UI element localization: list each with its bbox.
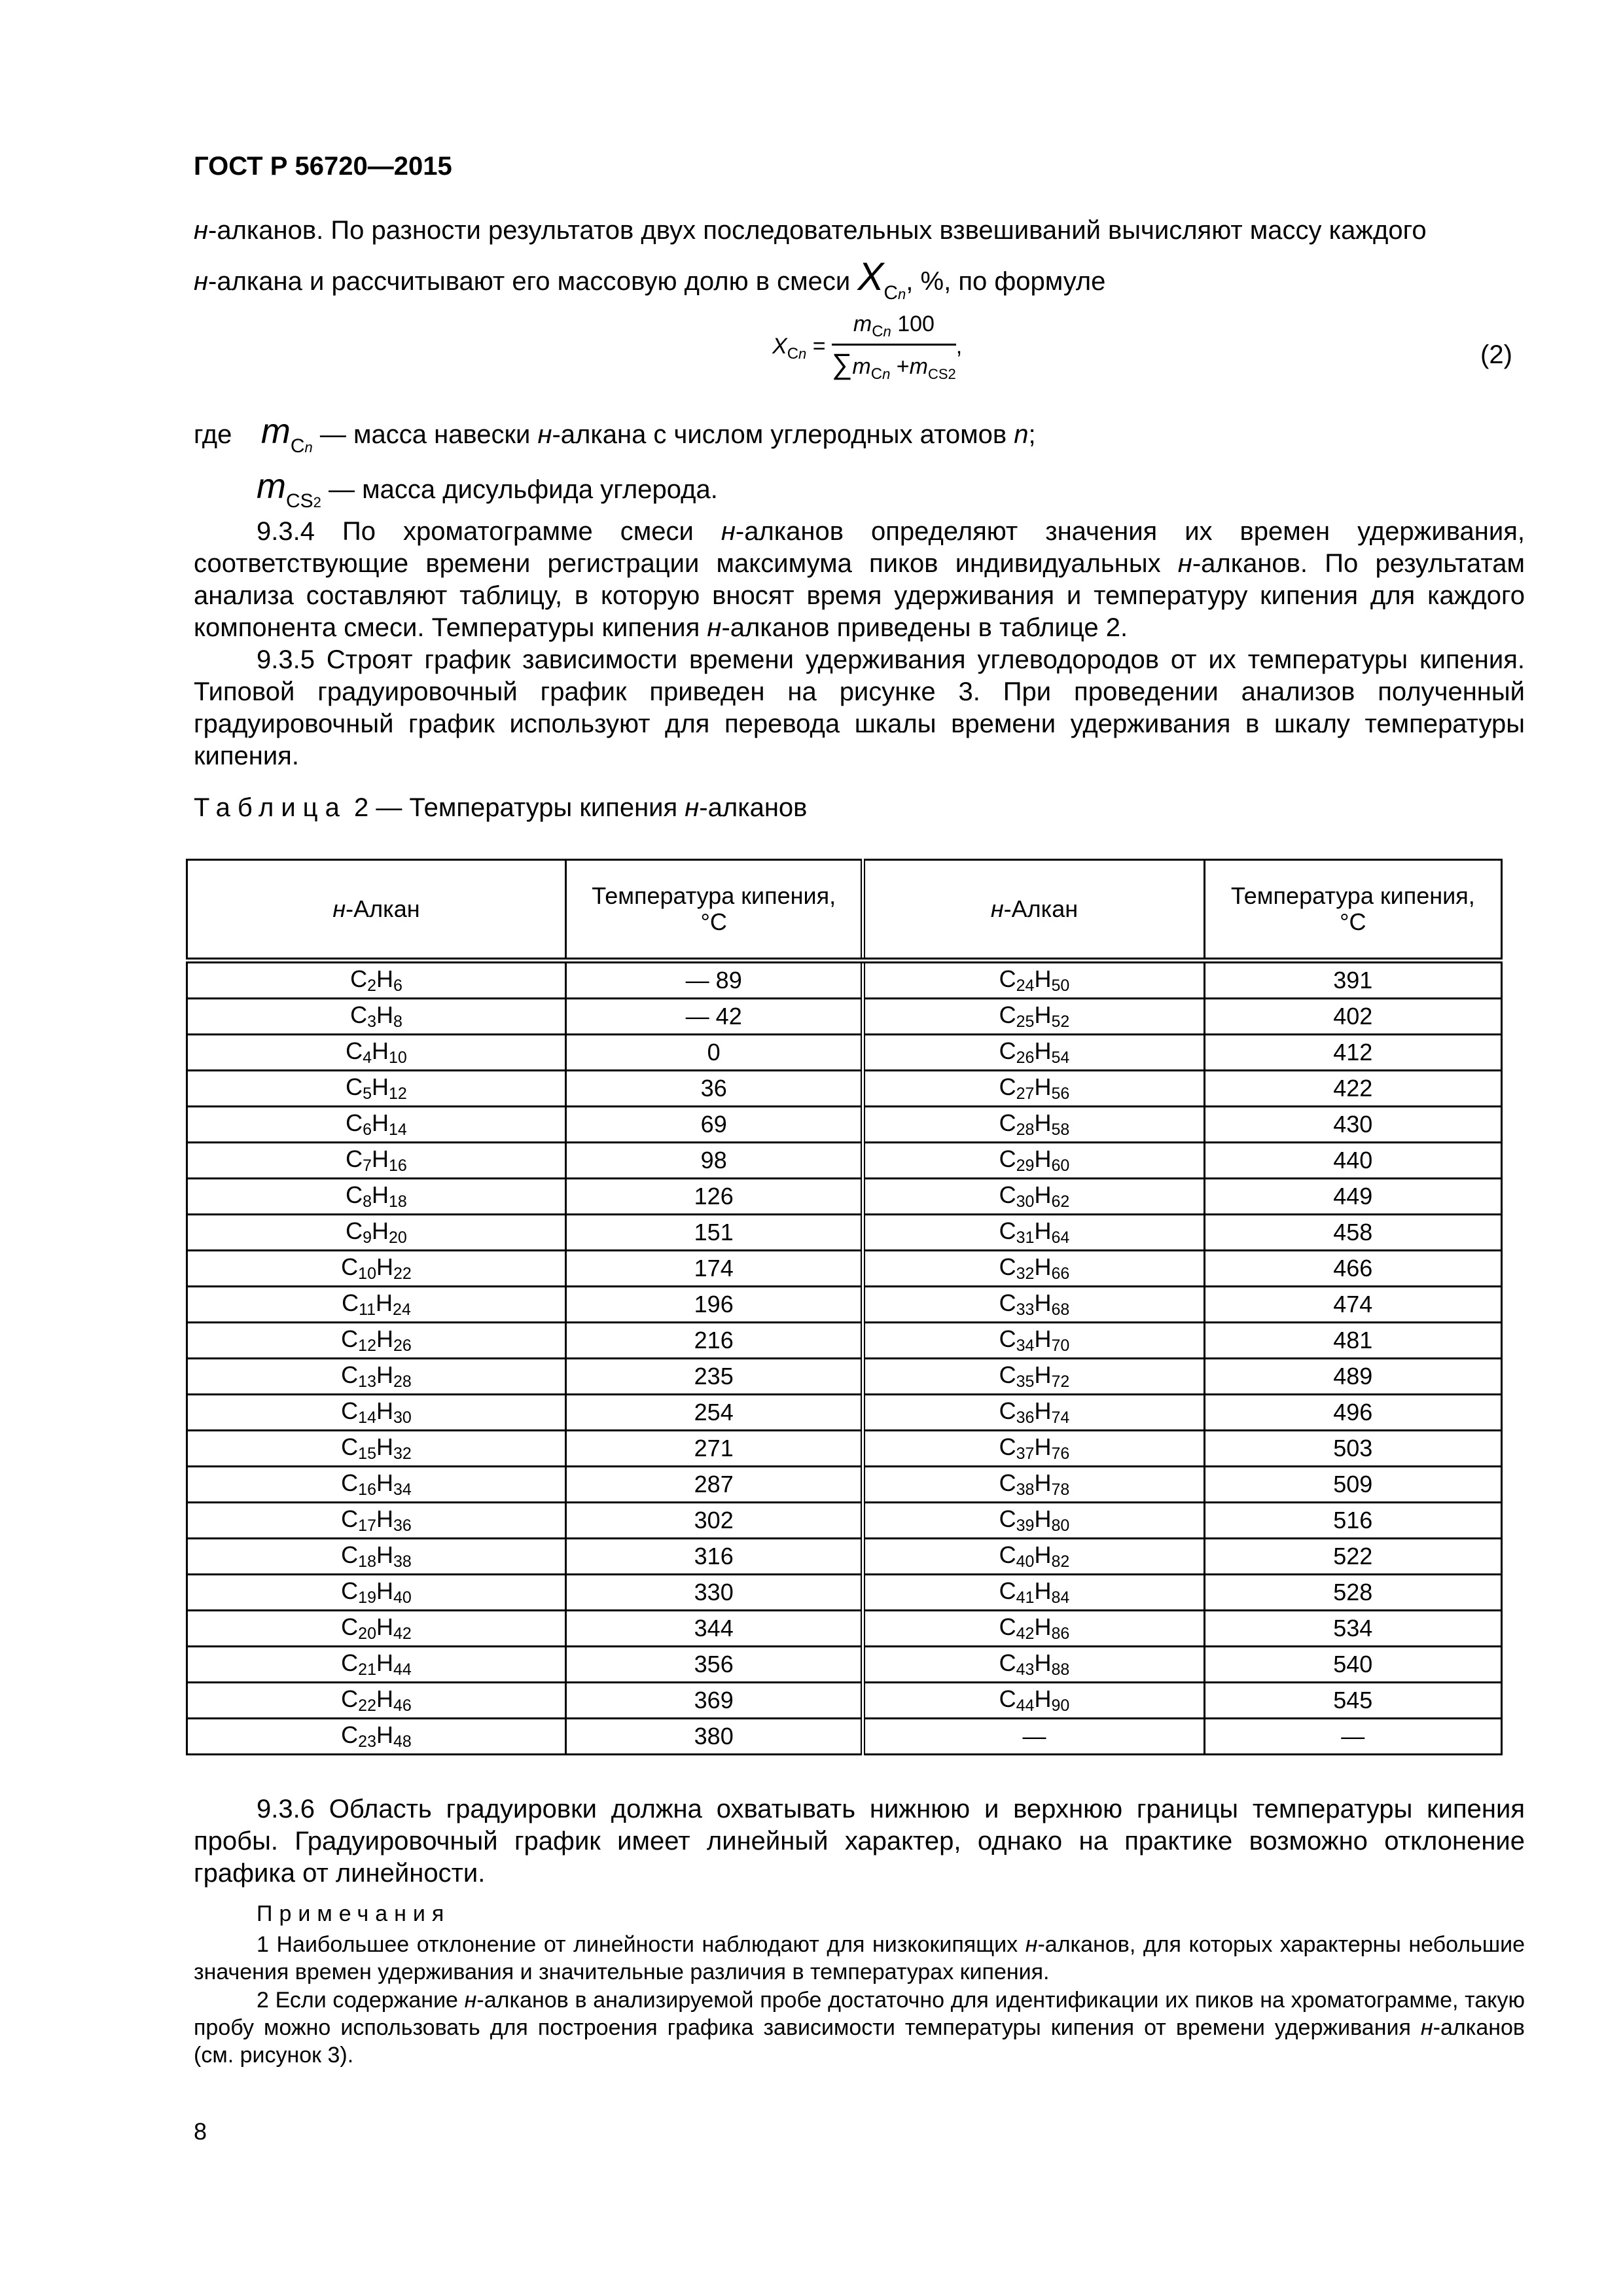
boiling-point-cell: 402 [1204,999,1501,1035]
boiling-point-cell: 344 [565,1611,863,1647]
alkane-cell: $C_{26}H_{54}$ [863,1035,1204,1071]
table-header-row [187,860,1502,961]
alkane-cell: $C_{16}H_{34}$ [187,1467,566,1503]
alkane-cell: $C_{38}H_{78}$ [863,1467,1204,1503]
note-1: 1 Наибольшее отклонение от линейности наблюдают для низкокипящих н-алканов, для которых характерны небольшие значения времен удерживания и значительные различия в температурах кипения. [194,1932,1525,1984]
alkane-cell: $C_{11}H_{24}$ [187,1287,566,1323]
alkane-cell: $C_{36}H_{74}$ [863,1395,1204,1431]
alkane-cell: $C_{30}H_{62}$ [863,1179,1204,1215]
boiling-point-cell: 216 [565,1323,863,1359]
notes-title: Примечания [257,1901,451,1926]
alkane-cell: $C_2H_6$ [187,961,566,999]
alkane-cell: $C_5H_{12}$ [187,1071,566,1107]
table-row [187,1323,1502,1359]
boiling-point-cell: 316 [565,1539,863,1575]
table-row [187,1719,1502,1755]
table-row [187,1683,1502,1719]
boiling-point-cell: 422 [1204,1071,1501,1107]
alkane-cell: $C_{41}H_{84}$ [863,1575,1204,1611]
boiling-point-cell: 36 [565,1071,863,1107]
boiling-point-cell: 503 [1204,1431,1501,1467]
section-9-3-4: 9.3.4 По хроматограмме смеси н-алканов определяют значения их времен удерживания, соответствующие времени регистрации максимума пиков индивидуальных н-алканов. По результатам анализа составляют таблицу, в которую вносят время удерживания и температуру кипения для каждого компонента смеси. Температуры кипения н-алканов приведены в таблице 2. [194,517,1525,642]
equation-number: (2) [1480,340,1512,369]
formula-fraction [832,312,956,384]
formula-2: $X_{Cn}$ = $\frac{m_{Cn} 100}{\sum m_{Cn} +m_{CS2}}$ , [772,312,963,383]
section-9-3-5: 9.3.5 Строят график зависимости времени удерживания углеводородов от их температуры кипения. Типовой градуировочный график приведен на рисунке 3. При проведении анализов полученный градуировочный график используют для перевода шкалы времени удерживания в шкалу температуры кипения. [194,645,1525,770]
header-temp-left: Температура кипения, °C [565,860,863,961]
boiling-point-cell-empty: — [1204,1719,1501,1755]
boiling-point-cell: 540 [1204,1647,1501,1683]
sum-symbol: ∑ [832,348,853,380]
alkane-cell: $C_{29}H_{60}$ [863,1143,1204,1179]
table-row [187,1503,1502,1539]
boiling-point-cell: 534 [1204,1611,1501,1647]
alkane-cell: $C_{22}H_{46}$ [187,1683,566,1719]
alkane-cell: $C_{34}H_{70}$ [863,1323,1204,1359]
alkane-cell: $C_{12}H_{26}$ [187,1323,566,1359]
boiling-point-cell: 271 [565,1431,863,1467]
boiling-point-cell: 474 [1204,1287,1501,1323]
alkane-cell: $C_{14}H_{30}$ [187,1395,566,1431]
boiling-point-cell: — 42 [565,999,863,1035]
alkane-cell: $C_7H_{16}$ [187,1143,566,1179]
alkane-cell: $C_{35}H_{72}$ [863,1359,1204,1395]
alkane-cell: $C_{43}H_{88}$ [863,1647,1204,1683]
boiling-point-cell: 466 [1204,1251,1501,1287]
boiling-point-cell: 254 [565,1395,863,1431]
boiling-point-cell: 287 [565,1467,863,1503]
alkane-cell: $C_{40}H_{82}$ [863,1539,1204,1575]
alkane-cell: $C_{24}H_{50}$ [863,961,1204,999]
boiling-point-cell: 196 [565,1287,863,1323]
alkane-cell: $C_{20}H_{42}$ [187,1611,566,1647]
alkane-cell: $C_6H_{14}$ [187,1107,566,1143]
boiling-point-cell: 449 [1204,1179,1501,1215]
document-header: ГОСТ Р 56720—2015 [194,152,452,181]
alkane-cell: $C_{10}H_{22}$ [187,1251,566,1287]
table-row [187,1251,1502,1287]
boiling-point-cell: 489 [1204,1359,1501,1395]
alkane-cell: $C_{33}H_{68}$ [863,1287,1204,1323]
section-9-3-6: 9.3.6 Область градуировки должна охватывать нижнюю и верхнюю границы температуры кипения пробы. Градуировочный график имеет линейный характер, однако на практике возможно отклонение графика от линейности. [194,1795,1525,1888]
table-row [187,961,1502,999]
where-item-1: где $m_{Cn}$ — масса навески н-алкана с числом углеродных атомов n; [194,412,1036,457]
boiling-point-cell: 126 [565,1179,863,1215]
table-row [187,1143,1502,1179]
alkane-cell: $C_3H_8$ [187,999,566,1035]
alkane-cell: $C_{13}H_{28}$ [187,1359,566,1395]
alkane-cell: $C_{44}H_{90}$ [863,1683,1204,1719]
header-alkane-left: н-Алкан [187,860,566,961]
header-temp-right: Температура кипения, °C [1204,860,1501,961]
boiling-point-cell: 545 [1204,1683,1501,1719]
table-row [187,999,1502,1035]
alkane-cell: $C_{37}H_{76}$ [863,1431,1204,1467]
boiling-point-cell: 69 [565,1107,863,1143]
intro-line-2: н-алкана и рассчитывают его массовую долю в смеси $X_{Cn}$, %, по формуле [194,255,1106,304]
table-row [187,1467,1502,1503]
table-row [187,1575,1502,1611]
alkane-cell: $C_{28}H_{58}$ [863,1107,1204,1143]
where-item-2: $m_{CS2}$ — масса дисульфида углерода. [257,467,718,512]
symbol-x: X [857,255,884,298]
table-body [187,961,1502,1755]
boiling-point-cell: 98 [565,1143,863,1179]
boiling-point-cell: 412 [1204,1035,1501,1071]
boiling-point-cell: 391 [1204,961,1501,999]
boiling-point-cell: 235 [565,1359,863,1395]
table-row [187,1071,1502,1107]
alkane-cell: $C_9H_{20}$ [187,1215,566,1251]
boiling-point-cell: 430 [1204,1107,1501,1143]
boiling-point-cell: 330 [565,1575,863,1611]
numerator: $m_{Cn}$ 100 [832,312,956,346]
boiling-point-cell: 481 [1204,1323,1501,1359]
boiling-point-cell: 369 [565,1683,863,1719]
boiling-point-cell: 0 [565,1035,863,1071]
boiling-point-cell: 174 [565,1251,863,1287]
alkane-cell: $C_{27}H_{56}$ [863,1071,1204,1107]
boiling-point-cell: 458 [1204,1215,1501,1251]
boiling-point-cell: 440 [1204,1143,1501,1179]
table-row [187,1395,1502,1431]
boiling-point-cell: 302 [565,1503,863,1539]
boiling-point-cell: 356 [565,1647,863,1683]
page-number: 8 [194,2118,207,2145]
boiling-point-cell: 380 [565,1719,863,1755]
boiling-point-cell: 522 [1204,1539,1501,1575]
boiling-points-table [186,859,1503,1755]
alkane-cell: $C_{15}H_{32}$ [187,1431,566,1467]
alkane-cell: $C_{23}H_{48}$ [187,1719,566,1755]
table-row [187,1035,1502,1071]
table-row [187,1611,1502,1647]
table-row [187,1179,1502,1215]
alkane-cell: $C_{18}H_{38}$ [187,1539,566,1575]
alkane-cell: $C_8H_{18}$ [187,1179,566,1215]
alkane-cell: $C_{32}H_{66}$ [863,1251,1204,1287]
alkane-cell: $C_{42}H_{86}$ [863,1611,1204,1647]
boiling-point-cell: — 89 [565,961,863,999]
table-row [187,1107,1502,1143]
table-row [187,1287,1502,1323]
table-row [187,1215,1502,1251]
boiling-point-cell: 151 [565,1215,863,1251]
boiling-point-cell: 528 [1204,1575,1501,1611]
alkane-cell: $C_4H_{10}$ [187,1035,566,1071]
alkane-cell: $C_{19}H_{40}$ [187,1575,566,1611]
boiling-point-cell: 516 [1204,1503,1501,1539]
table-row [187,1647,1502,1683]
boiling-point-cell: 509 [1204,1467,1501,1503]
table-row [187,1539,1502,1575]
table-row [187,1431,1502,1467]
header-alkane-right: н-Алкан [863,860,1204,961]
alkane-cell: $C_{39}H_{80}$ [863,1503,1204,1539]
alkane-cell: $C_{21}H_{44}$ [187,1647,566,1683]
alkane-cell: $C_{31}H_{64}$ [863,1215,1204,1251]
denominator: $\sum m_{Cn} +m_{CS2}$ [832,348,956,383]
table-title: Таблица 2 — Температуры кипения н-алканов [194,793,808,822]
intro-line-1: н-алканов. По разности результатов двух последовательных взвешиваний вычисляют массу каждого [194,216,1427,245]
italic-n: н [194,216,209,245]
table-row [187,1359,1502,1395]
boiling-point-cell: 496 [1204,1395,1501,1431]
note-2: 2 Если содержание н-алканов в анализируемой пробе достаточно для идентификации их пиков на хроматограмме, такую пробу можно использовать для построения графика зависимости температуры кипения от времени удерживания н-алканов (см. рисунок 3). [194,1988,1525,2068]
alkane-cell-empty: — [863,1719,1204,1755]
alkane-cell: $C_{17}H_{36}$ [187,1503,566,1539]
alkane-cell: $C_{25}H_{52}$ [863,999,1204,1035]
